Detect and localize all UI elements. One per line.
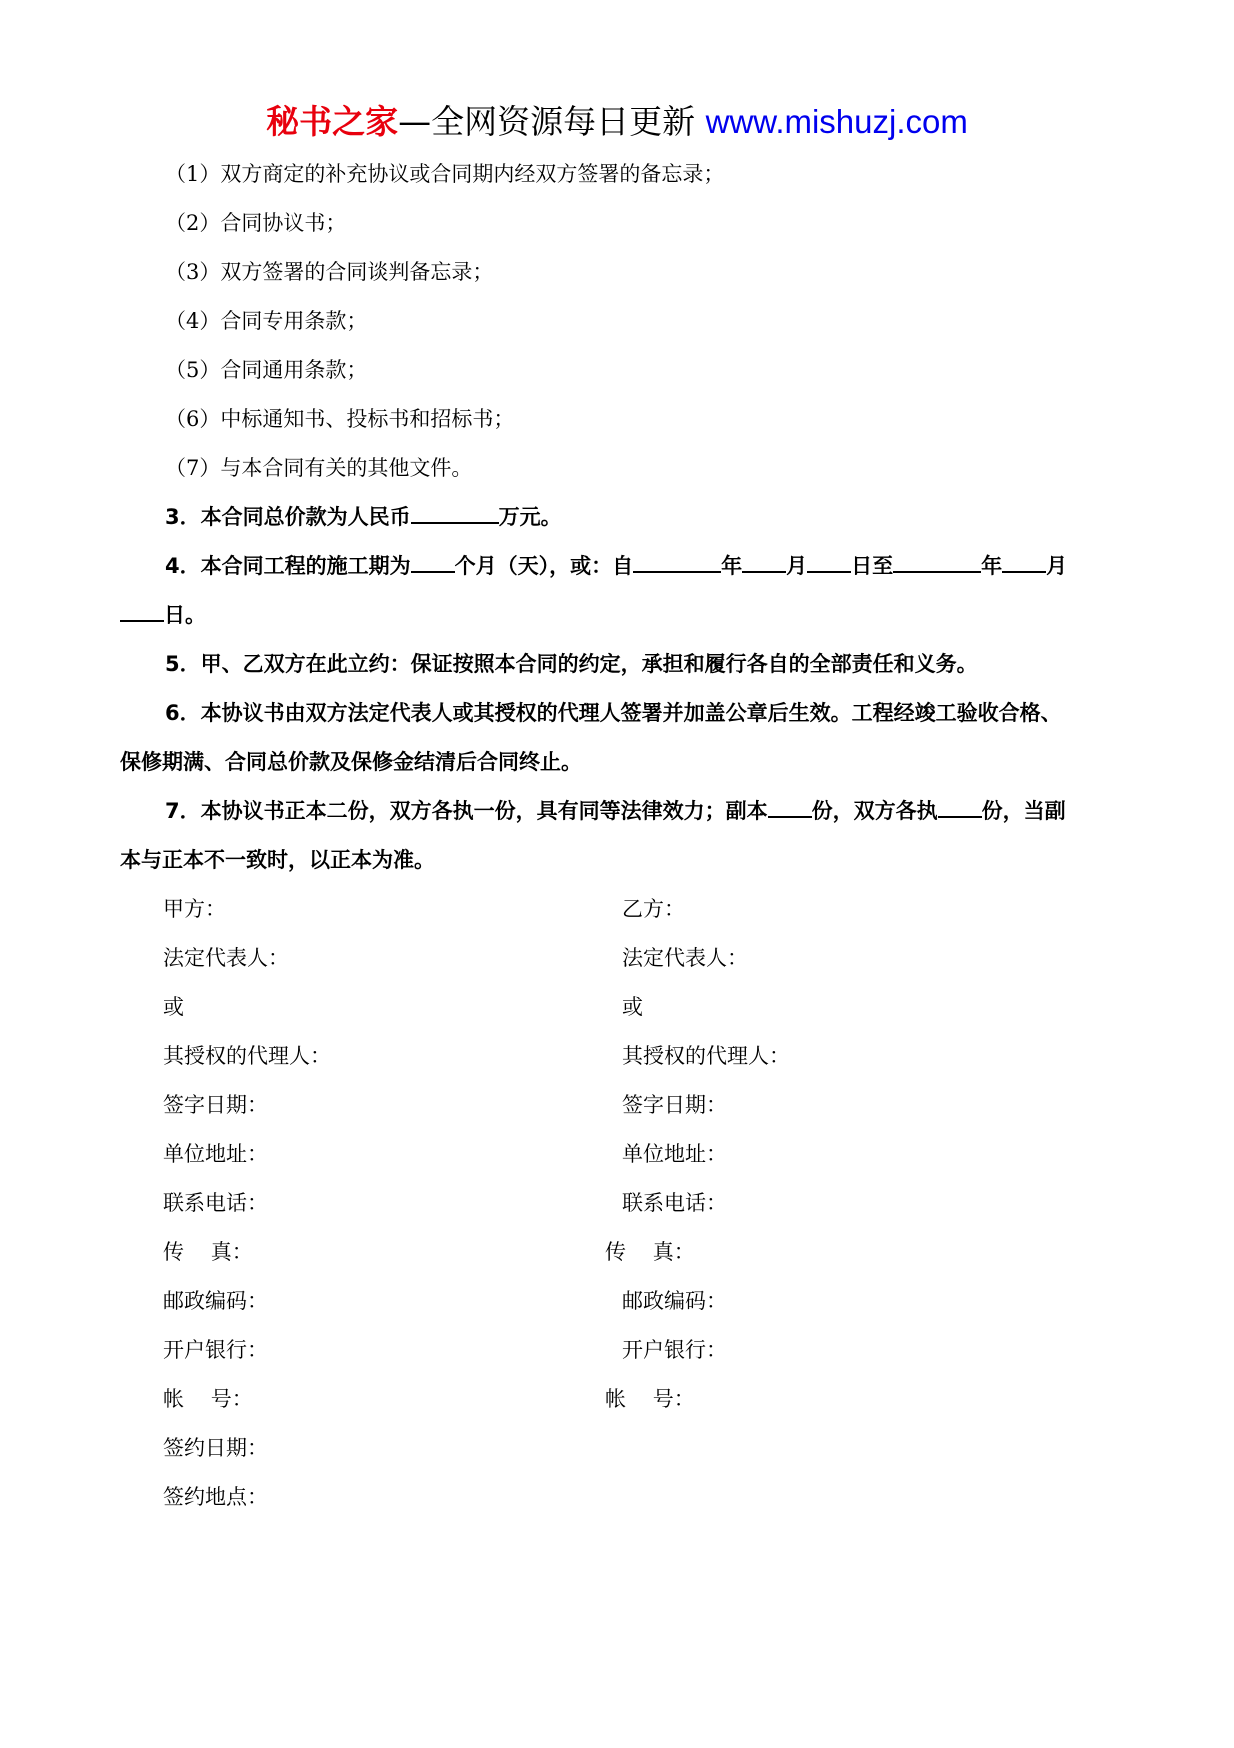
signing-date-label: 签约日期： <box>163 1436 268 1460</box>
price-blank[interactable] <box>411 504 499 524</box>
party-b-sign-date: 签字日期： <box>622 1093 727 1117</box>
signing-place-row <box>120 1473 1115 1522</box>
site-link[interactable]: www.mishuzj.com <box>705 103 968 140</box>
signature-row <box>120 1375 1115 1424</box>
party-b-account: 帐 号： <box>605 1387 695 1411</box>
signature-block <box>120 885 1115 1522</box>
document-item-4: （4）合同专用条款； <box>165 309 368 333</box>
party-a-postcode: 邮政编码： <box>163 1289 268 1313</box>
signature-row <box>120 1277 1115 1326</box>
party-a-bank: 开户银行： <box>163 1338 268 1362</box>
clause-5 <box>120 640 1115 689</box>
clause-4-unit: 个月（天），或：自 <box>454 554 634 578</box>
signature-row <box>120 1130 1115 1179</box>
party-b-fax: 传 真： <box>605 1240 695 1264</box>
party-a-legal-rep: 法定代表人： <box>163 946 289 970</box>
year-label: 年 <box>721 554 743 578</box>
party-a-address: 单位地址： <box>163 1142 268 1166</box>
start-month-blank[interactable] <box>742 553 786 573</box>
month-label-2: 月 <box>1046 554 1068 578</box>
end-day-blank[interactable] <box>120 602 164 622</box>
month-label: 月 <box>786 554 808 578</box>
document-item-5: （5）合同通用条款； <box>165 358 368 382</box>
start-year-blank[interactable] <box>633 553 721 573</box>
party-a-sign-date: 签字日期： <box>163 1093 268 1117</box>
signature-row <box>120 983 1115 1032</box>
signing-date-row <box>120 1424 1115 1473</box>
clause-7-line-2: 本与正本不一致时，以正本为准。 <box>120 848 435 872</box>
party-b-legal-rep: 法定代表人： <box>622 946 748 970</box>
clause-3-text: 3．本合同总价款为人民币 <box>165 505 411 529</box>
document-item-2: （2）合同协议书； <box>165 211 347 235</box>
start-day-blank[interactable] <box>807 553 851 573</box>
clause-6-line-1: 6．本协议书由双方法定代表人或其授权的代理人签署并加盖公章后生效。工程经竣工验收合格、 <box>165 701 1062 725</box>
party-a-agent: 其授权的代理人： <box>163 1044 331 1068</box>
brand-name: 秘书之家 <box>266 102 399 141</box>
watermark-header <box>0 100 1234 144</box>
document-item-7: （7）与本合同有关的其他文件。 <box>165 456 473 480</box>
copies-each-blank[interactable] <box>938 798 982 818</box>
year-label-2: 年 <box>981 554 1003 578</box>
clause-5-text: 5．甲、乙双方在此立约：保证按照本合同的约定，承担和履行各自的全部责任和义务。 <box>165 652 978 676</box>
signature-row <box>120 1228 1115 1277</box>
clause-7-end: 份，当副 <box>981 799 1066 823</box>
brand-slogan: —全网资源每日更新 <box>398 102 696 141</box>
signature-row <box>120 1326 1115 1375</box>
clause-7-mid: 份，双方各执 <box>811 799 938 823</box>
party-b-postcode: 邮政编码： <box>622 1289 727 1313</box>
clause-7-text: 7．本协议书正本二份，双方各执一份，具有同等法律效力；副本 <box>165 799 768 823</box>
party-a-phone: 联系电话： <box>163 1191 268 1215</box>
party-a-fax: 传 真： <box>163 1240 253 1264</box>
party-b-label: 乙方： <box>622 897 685 921</box>
signature-row <box>120 934 1115 983</box>
clause-6 <box>120 689 1115 787</box>
party-b-phone: 联系电话： <box>622 1191 727 1215</box>
signature-row <box>120 1032 1115 1081</box>
clause-3 <box>120 493 1115 542</box>
end-month-blank[interactable] <box>1002 553 1046 573</box>
document-item-1: （1）双方商定的补充协议或合同期内经双方签署的备忘录； <box>165 162 725 186</box>
signature-row <box>120 1081 1115 1130</box>
day-label-2: 日。 <box>164 603 206 627</box>
party-b-bank: 开户银行： <box>622 1338 727 1362</box>
party-b-address: 单位地址： <box>622 1142 727 1166</box>
duration-blank[interactable] <box>411 553 455 573</box>
signing-place-label: 签约地点： <box>163 1485 268 1509</box>
clause-7 <box>120 787 1115 885</box>
party-a-or: 或 <box>163 995 184 1019</box>
document-item-6: （6）中标通知书、投标书和招标书； <box>165 407 515 431</box>
party-a-label: 甲方： <box>163 897 226 921</box>
clause-4 <box>120 542 1115 640</box>
party-b-or: 或 <box>622 995 643 1019</box>
copies-blank[interactable] <box>768 798 812 818</box>
clause-3-unit: 万元。 <box>498 505 562 529</box>
party-b-agent: 其授权的代理人： <box>622 1044 790 1068</box>
clause-6-line-2: 保修期满、合同总价款及保修金结清后合同终止。 <box>120 750 582 774</box>
clause-4-text: 4．本合同工程的施工期为 <box>165 554 411 578</box>
day-to-label: 日至 <box>851 554 894 578</box>
document-item-3: （3）双方签署的合同谈判备忘录； <box>165 260 494 284</box>
contract-body <box>120 150 1115 1522</box>
signature-row <box>120 1179 1115 1228</box>
party-a-account: 帐 号： <box>163 1387 253 1411</box>
end-year-blank[interactable] <box>893 553 981 573</box>
signature-row <box>120 885 1115 934</box>
